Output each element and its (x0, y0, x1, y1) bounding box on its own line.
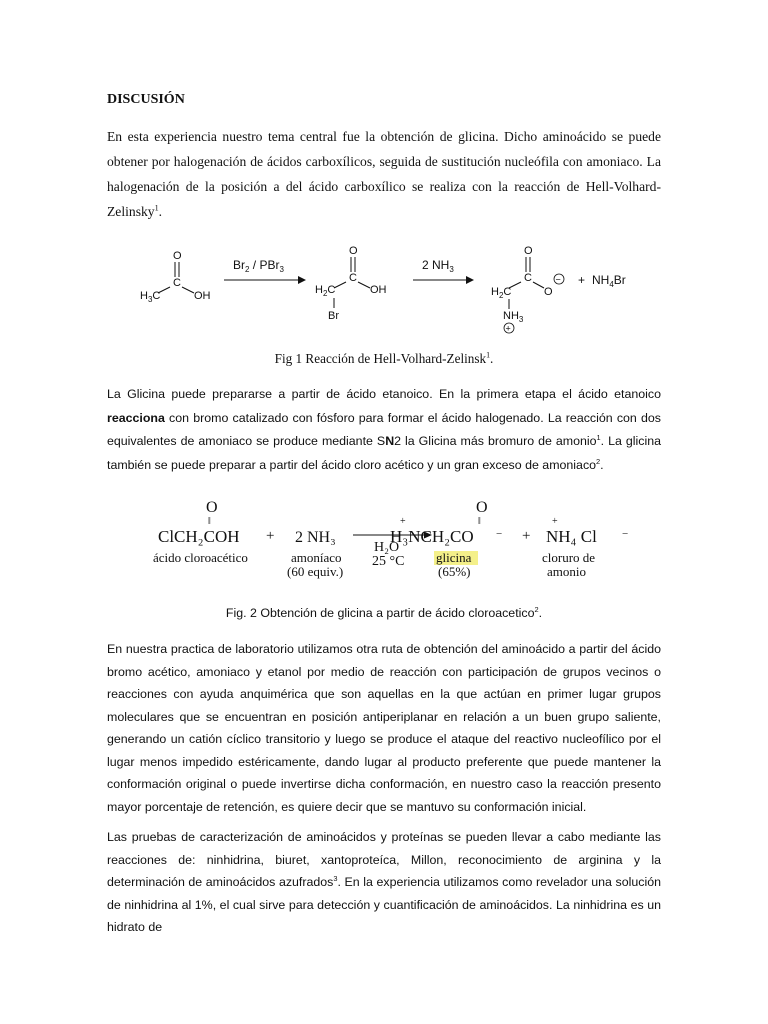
f1-right-h2c: $H_2C$ (491, 286, 512, 300)
f2-label-product-2: (65%) (438, 564, 471, 579)
f2-label-reactant: ácido cloroacético (153, 550, 248, 565)
f2-label-reagent-2: (60 equiv.) (287, 564, 344, 579)
f2-cond-bottom: 25 °C (372, 554, 405, 569)
f1-left-c: C (173, 277, 181, 289)
f1-left-o: O (173, 250, 182, 262)
f1-arrow1-label: $Br_2 / PBr_3$ (233, 258, 284, 274)
paragraph-characterization (107, 826, 661, 939)
f1-byproduct: $NH_4Br$ (592, 273, 626, 289)
f2-reactant: ClCH₂COH (158, 527, 240, 546)
figure-2-reaction-scheme (148, 494, 638, 590)
f2-salt-minus: − (622, 528, 629, 540)
section-heading: DISCUSIÓN (107, 92, 185, 107)
f2-salt-plus: + (552, 516, 558, 527)
p2-citation-1: 1 (596, 432, 601, 442)
f1-mid-oh: OH (370, 284, 387, 296)
p4-text-a: Las pruebas de caracterización de aminoácidos y proteínas se pueden llevar a cabo mediante las reacciones de: ninhidrina, biuret, xantoproteíca, Millon, reconocimiento de arginina y la determinación de aminoácidos azufrados (107, 830, 661, 889)
f1-mid-o: O (349, 245, 358, 257)
f2-product-minus: − (496, 528, 503, 540)
figure-2-caption-end: . (538, 606, 543, 620)
p2-text-a: La Glicina puede prepararse a partir de ácido etanoico. En la primera etapa el ácido etanoico (107, 387, 661, 401)
f2-plus-1: + (266, 528, 275, 544)
f2-reagent: 2 NH₃ (295, 529, 336, 546)
p2-bold-word: reacciona (107, 410, 165, 425)
f2-salt: NH₄ Cl (546, 527, 597, 546)
f1-mid-br: Br (328, 310, 339, 322)
figure-1-reaction-scheme (130, 240, 650, 340)
paragraph-intro-text: En esta experiencia nuestro tema central fue la obtención de glicina. Dicho aminoácido se puede obtener por halogenación de ácidos carboxílicos, seguida de sustitución nucleófila con amoniaco. La halogenación de la posición a del ácido carboxílico se realiza con la reacción de Hell-Volhard-Zelinsky (107, 129, 661, 219)
f1-right-o: O (524, 245, 533, 257)
figure-1-caption-end: . (490, 351, 494, 366)
f1-byproduct-plus: + (578, 273, 586, 287)
f1-mid-c: C (349, 272, 357, 284)
f1-left-oh: OH (194, 290, 211, 302)
f1-right-o-minus: O (544, 286, 553, 298)
figure-2-caption (0, 606, 768, 620)
f2-label-reagent-1: amoníaco (291, 550, 342, 565)
p4-citation-3: 3 (333, 873, 338, 883)
p2-text-e: 2 la Glicina más bromuro de amonio (394, 434, 597, 448)
f1-mid-h2c: $H_2C$ (315, 284, 336, 298)
f2-product-bond: ‖ (478, 516, 481, 527)
figure-2-caption-sup: 2 (534, 604, 539, 614)
f2-cond-top: H₂O (374, 540, 400, 555)
f2-label-salt-1: cloruro de (542, 550, 596, 565)
citation-1: 1 (154, 203, 159, 213)
paragraph-intro (107, 124, 661, 224)
f1-right-nh3: $NH_3$ (503, 310, 524, 324)
f1-right-minus: − (555, 274, 561, 285)
figure-2-caption-text: Fig. 2 Obtención de glicina a partir de ácido cloroacetico (225, 606, 535, 620)
p2-citation-2: 2 (596, 456, 601, 466)
p2-text-c: con bromo catalizado con fósforo para formar el ácido halogenado. La reacción con dos equivalentes de amoniaco se produce mediante S (107, 410, 661, 448)
f2-product: H₃NCH₂CO (390, 527, 474, 546)
figure-1-caption (0, 351, 768, 367)
f2-product-plus: + (400, 516, 406, 527)
paragraph-glycine-preparation (107, 383, 661, 477)
paragraph-lab-route: En nuestra practica de laboratorio utilizamos otra ruta de obtención del aminoácido a partir del ácido bromo acético, amoniaco y etanol por medio de reacción con participación de grupos vecinos o reacciones con ayuda anquimérica que son aquellas en la que actúan en primer lugar grupos moleculares que se encuentran en posición antiperiplanar en relación a un buen grupo saliente, generando un catión cíclico transitorio y luego se produce el ataque del reactivo nucleofílico por el lugar menos impedido estéricamente, dando lugar al producto preferente que puede mantener la conformación original o puede invertirse dicha conformación, en nuestro caso la reacción presento mayor porcentaje de retención, es quiere decir que se mantuvo su conformación inicial. (107, 642, 661, 814)
f2-label-salt-2: amonio (547, 564, 586, 579)
figure-1-caption-text: Fig 1 Reacción de Hell-Volhard-Zelinsk (274, 351, 487, 366)
p2-text-g: . (600, 457, 604, 472)
figure-1-caption-sup: 1 (486, 350, 491, 360)
p4-text-b: . En la experiencia utilizamos como revelador una solución de ninhidrina al 1%, el cual sirve para detección y cuantificación de aminoácidos. La ninhidrina es un hidrato de (107, 875, 661, 934)
f1-right-plus: + (505, 323, 511, 334)
f2-label-product-1: glicina (436, 550, 472, 565)
p2-sn-n: N (385, 434, 395, 448)
f2-reactant-o: O (206, 499, 218, 516)
f2-plus-2: + (522, 528, 531, 544)
f2-product-o: O (476, 499, 488, 516)
p2-text-f: . La glicina también se puede preparar a partir del ácido cloro acético y un gran exceso de amoniaco (107, 434, 662, 472)
f2-reactant-bond: ‖ (208, 516, 211, 527)
f1-left-h3c: $H_3C$ (140, 290, 161, 304)
f1-arrow2-label: 2 $NH_3$ (422, 258, 454, 274)
paragraph-intro-end: . (158, 204, 163, 219)
f1-right-c: C (524, 272, 532, 284)
